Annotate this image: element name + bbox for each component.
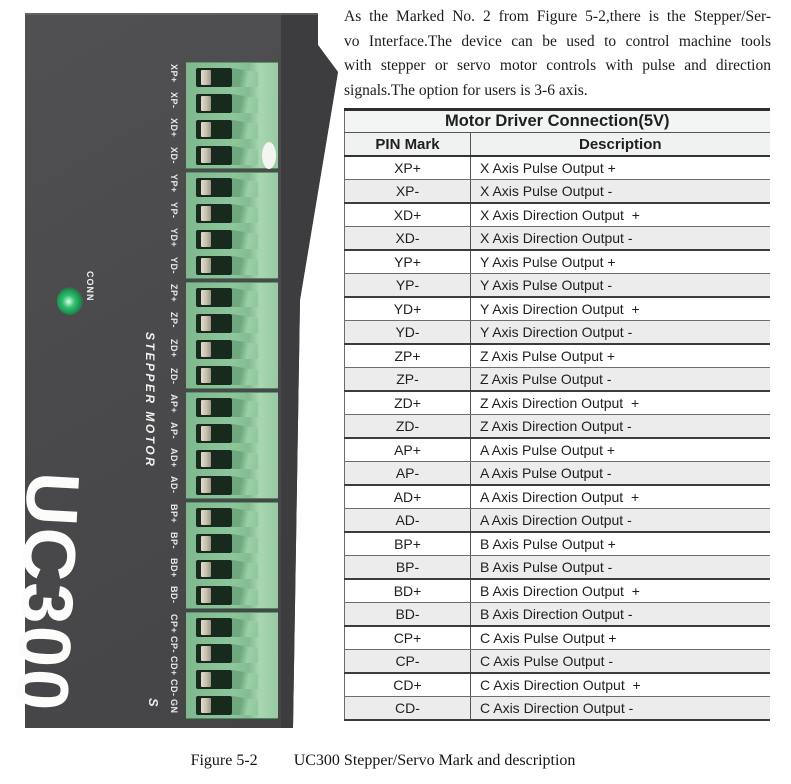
stepper-motor-label: STEPPER MOTOR [143, 332, 157, 469]
partial-spindle-label: S [146, 698, 161, 707]
terminal-slot [196, 696, 232, 715]
pin-label: YP+ [169, 174, 179, 193]
pin-table-body [345, 156, 770, 720]
table-row [345, 438, 770, 462]
terminal-lever [232, 314, 258, 333]
terminal-slot [196, 178, 232, 197]
pin-mark-cell: ZD+ [345, 391, 471, 415]
table-row [345, 650, 770, 674]
pin-mark-cell: ZP+ [345, 344, 471, 368]
model-label: UC300 [0, 470, 96, 715]
table-row [345, 697, 770, 721]
pin-mark-cell: CD- [345, 697, 471, 721]
terminal-slot [196, 288, 232, 307]
terminal-lever [232, 94, 258, 113]
table-row [345, 556, 770, 580]
table-row [345, 415, 770, 439]
pin-label: ZP+ [169, 284, 179, 303]
terminal-slot [196, 450, 232, 469]
pin-mark-cell: BP+ [345, 532, 471, 556]
intro-line: As the Marked No. 2 from Figure 5-2,there is the Stepper/Ser- [344, 8, 771, 25]
terminal-lever [232, 340, 258, 359]
pin-mark-cell: BD+ [345, 579, 471, 603]
figure-caption [0, 752, 766, 770]
description-cell: Y Axis Direction Output + [471, 297, 770, 321]
terminal-lever [232, 696, 258, 715]
terminal-slot [196, 534, 232, 553]
pin-label: YD+ [169, 228, 179, 248]
terminal-slot [196, 560, 232, 579]
table-row [345, 673, 770, 697]
table-row [345, 462, 770, 486]
description-cell: Z Axis Pulse Output + [471, 344, 770, 368]
pin-label-strip [163, 62, 184, 722]
terminal-lever [232, 476, 258, 495]
terminal-slot [196, 256, 232, 275]
terminal-lever [232, 68, 258, 87]
description-cell: X Axis Pulse Output - [471, 180, 770, 204]
description-cell: Z Axis Direction Output + [471, 391, 770, 415]
pin-label: XD+ [169, 118, 179, 138]
terminal-screw [201, 368, 211, 383]
terminal-lever [232, 424, 258, 443]
terminal-screw [201, 646, 211, 661]
terminal-lever [232, 534, 258, 553]
terminal-screw [201, 342, 211, 357]
terminal-lever [232, 256, 258, 275]
pin-mark-cell: XP- [345, 180, 471, 204]
terminal-block [186, 612, 278, 719]
terminal-screw [201, 232, 211, 247]
table-row [345, 180, 770, 204]
terminal-screw [201, 258, 211, 273]
conn-led-label: CONN [85, 271, 95, 302]
pin-label: ZD+ [169, 338, 179, 358]
pin-label: XP- [169, 92, 179, 109]
terminal-lever [232, 146, 258, 165]
description-cell: A Axis Direction Output - [471, 509, 770, 533]
pin-label: CP+ [169, 614, 179, 634]
terminal-lever [232, 618, 258, 637]
terminal-screw [201, 96, 211, 111]
pin-label: AD+ [169, 447, 179, 468]
table-row [345, 203, 770, 227]
terminal-slot [196, 366, 232, 385]
caption-label: Figure 5-2 [190, 752, 258, 769]
pin-mark-cell: BD- [345, 603, 471, 627]
terminal-slot [196, 508, 232, 527]
pin-mark-cell: AD- [345, 509, 471, 533]
intro-line: with stepper or servo motor controls with pulse and direction [344, 57, 771, 74]
description-cell: X Axis Direction Output + [471, 203, 770, 227]
terminal-slot [196, 340, 232, 359]
caption-text: UC300 Stepper/Servo Mark and description [293, 752, 576, 769]
terminal-screw [201, 536, 211, 551]
table-row [345, 227, 770, 251]
device-photo [0, 0, 340, 728]
terminal-lever [232, 560, 258, 579]
terminal-slot [196, 204, 232, 223]
table-row [345, 485, 770, 509]
description-cell: Y Axis Pulse Output + [471, 250, 770, 274]
pin-label: AP+ [169, 394, 179, 414]
pin-label: AD- [169, 476, 179, 494]
pin-mark-cell: XP+ [345, 156, 471, 180]
terminal-slot [196, 68, 232, 87]
pin-mark-cell: XD+ [345, 203, 471, 227]
pin-label: BD- [169, 586, 179, 604]
description-cell: A Axis Direction Output + [471, 485, 770, 509]
terminal-block [186, 392, 278, 499]
column-header-pin: PIN Mark [345, 133, 471, 157]
terminal-screw [201, 290, 211, 305]
table-row [345, 250, 770, 274]
terminal-lever [232, 508, 258, 527]
description-cell: B Axis Pulse Output - [471, 556, 770, 580]
pin-label-group [163, 612, 184, 716]
terminal-screw [201, 400, 211, 415]
terminal-lever [232, 120, 258, 139]
table-row [345, 156, 770, 180]
terminal-lever [232, 586, 258, 605]
pin-label-group [163, 172, 184, 276]
table-header-row [345, 133, 770, 157]
description-cell: Z Axis Pulse Output - [471, 368, 770, 392]
device-top-edge [25, 13, 318, 15]
terminal-slot [196, 120, 232, 139]
terminal-screw [201, 70, 211, 85]
terminal-screw [201, 478, 211, 493]
pin-table-wrap [344, 108, 770, 721]
pin-label: YD- [169, 257, 179, 274]
table-title: Motor Driver Connection(5V) [345, 110, 770, 133]
conn-led [57, 287, 83, 315]
terminal-slot [196, 94, 232, 113]
table-title-row [345, 110, 770, 133]
pin-mark-cell: YP- [345, 274, 471, 298]
device-side-panel [281, 0, 340, 728]
pin-mark-cell: AP+ [345, 438, 471, 462]
intro-line: vo Interface.The device can be used to control machine tools [344, 32, 771, 50]
terminal-lever [232, 230, 258, 249]
terminal-screw [201, 316, 211, 331]
terminal-slot [196, 398, 232, 417]
table-row [345, 344, 770, 368]
table-row [345, 532, 770, 556]
terminal-lever [232, 670, 258, 689]
pin-label: CD+ [169, 656, 179, 676]
description-cell: C Axis Direction Output - [471, 697, 770, 721]
table-row [345, 391, 770, 415]
terminal-screw [201, 148, 211, 163]
terminal-slot [196, 146, 232, 165]
terminal-screw [201, 588, 211, 603]
terminal-screw [201, 426, 211, 441]
description-cell: X Axis Pulse Output + [471, 156, 770, 180]
screw-hole-notch [262, 142, 276, 169]
table-row [345, 274, 770, 298]
pin-mark-cell: XD- [345, 227, 471, 251]
pin-label-group [163, 392, 184, 496]
terminal-lever [232, 178, 258, 197]
pin-mark-cell: ZD- [345, 415, 471, 439]
terminal-slot [196, 618, 232, 637]
terminal-screw [201, 180, 211, 195]
table-row [345, 603, 770, 627]
terminal-slot [196, 424, 232, 443]
table-row [345, 626, 770, 650]
column-header-desc: Description [471, 133, 770, 157]
terminal-screw [201, 452, 211, 467]
pin-label: ZD- [169, 367, 179, 384]
pin-mark-cell: YD+ [345, 297, 471, 321]
table-row [345, 368, 770, 392]
pin-label: BP- [169, 532, 179, 550]
pin-label: ZP- [169, 312, 179, 329]
terminal-slot [196, 230, 232, 249]
intro-line: signals.The option for users is 3-6 axis. [344, 81, 588, 99]
terminal-lever [232, 644, 258, 663]
terminal-block [186, 282, 278, 389]
description-cell: B Axis Pulse Output + [471, 532, 770, 556]
pin-label-group [163, 62, 184, 166]
description-cell: Y Axis Pulse Output - [471, 274, 770, 298]
description-cell: A Axis Pulse Output + [471, 438, 770, 462]
pin-label: BP+ [169, 504, 179, 524]
table-row [345, 321, 770, 345]
description-cell: Y Axis Direction Output - [471, 321, 770, 345]
description-cell: C Axis Direction Output + [471, 673, 770, 697]
pin-mark-cell: AD+ [345, 485, 471, 509]
terminal-slot [196, 314, 232, 333]
terminal-block [186, 502, 278, 609]
pin-mark-cell: AP- [345, 462, 471, 486]
terminal-slot [196, 644, 232, 663]
table-row [345, 297, 770, 321]
terminal-lever [232, 450, 258, 469]
pin-mark-cell: YP+ [345, 250, 471, 274]
terminal-block [186, 172, 278, 279]
description-cell: C Axis Pulse Output + [471, 626, 770, 650]
pin-label: CD- [169, 678, 179, 697]
pin-mark-cell: ZP- [345, 368, 471, 392]
terminal-lever [232, 366, 258, 385]
terminal-screw [201, 698, 211, 713]
description-cell: Z Axis Direction Output - [471, 415, 770, 439]
pin-label-group [163, 502, 184, 606]
pin-mark-cell: YD- [345, 321, 471, 345]
description-cell: C Axis Pulse Output - [471, 650, 770, 674]
pin-label: GN [169, 699, 179, 714]
intro-paragraph [344, 5, 771, 103]
pin-label: YP- [169, 202, 179, 219]
terminal-slot [196, 670, 232, 689]
terminal-screw [201, 672, 211, 687]
pin-label: AP- [169, 422, 179, 440]
terminal-screw [201, 562, 211, 577]
table-row [345, 509, 770, 533]
description-cell: B Axis Direction Output - [471, 603, 770, 627]
pin-label: CP- [169, 636, 179, 654]
description-cell: X Axis Direction Output - [471, 227, 770, 251]
pin-label: BD+ [169, 557, 179, 578]
terminal-lever [232, 204, 258, 223]
terminal-screw [201, 510, 211, 525]
terminal-slot [196, 476, 232, 495]
pin-mark-cell: CP+ [345, 626, 471, 650]
terminal-screw [201, 122, 211, 137]
pin-mark-cell: BP- [345, 556, 471, 580]
pin-mark-cell: CD+ [345, 673, 471, 697]
pin-mark-cell: CP- [345, 650, 471, 674]
terminal-lever [232, 398, 258, 417]
terminal-slot [196, 586, 232, 605]
pin-label: XP+ [169, 64, 179, 83]
pin-table [344, 108, 770, 721]
pin-label: XD- [169, 147, 179, 164]
table-row [345, 579, 770, 603]
terminal-screw [201, 206, 211, 221]
description-cell: A Axis Pulse Output - [471, 462, 770, 486]
terminal-lever [232, 288, 258, 307]
pin-label-group [163, 282, 184, 386]
description-cell: B Axis Direction Output + [471, 579, 770, 603]
terminal-screw [201, 620, 211, 635]
